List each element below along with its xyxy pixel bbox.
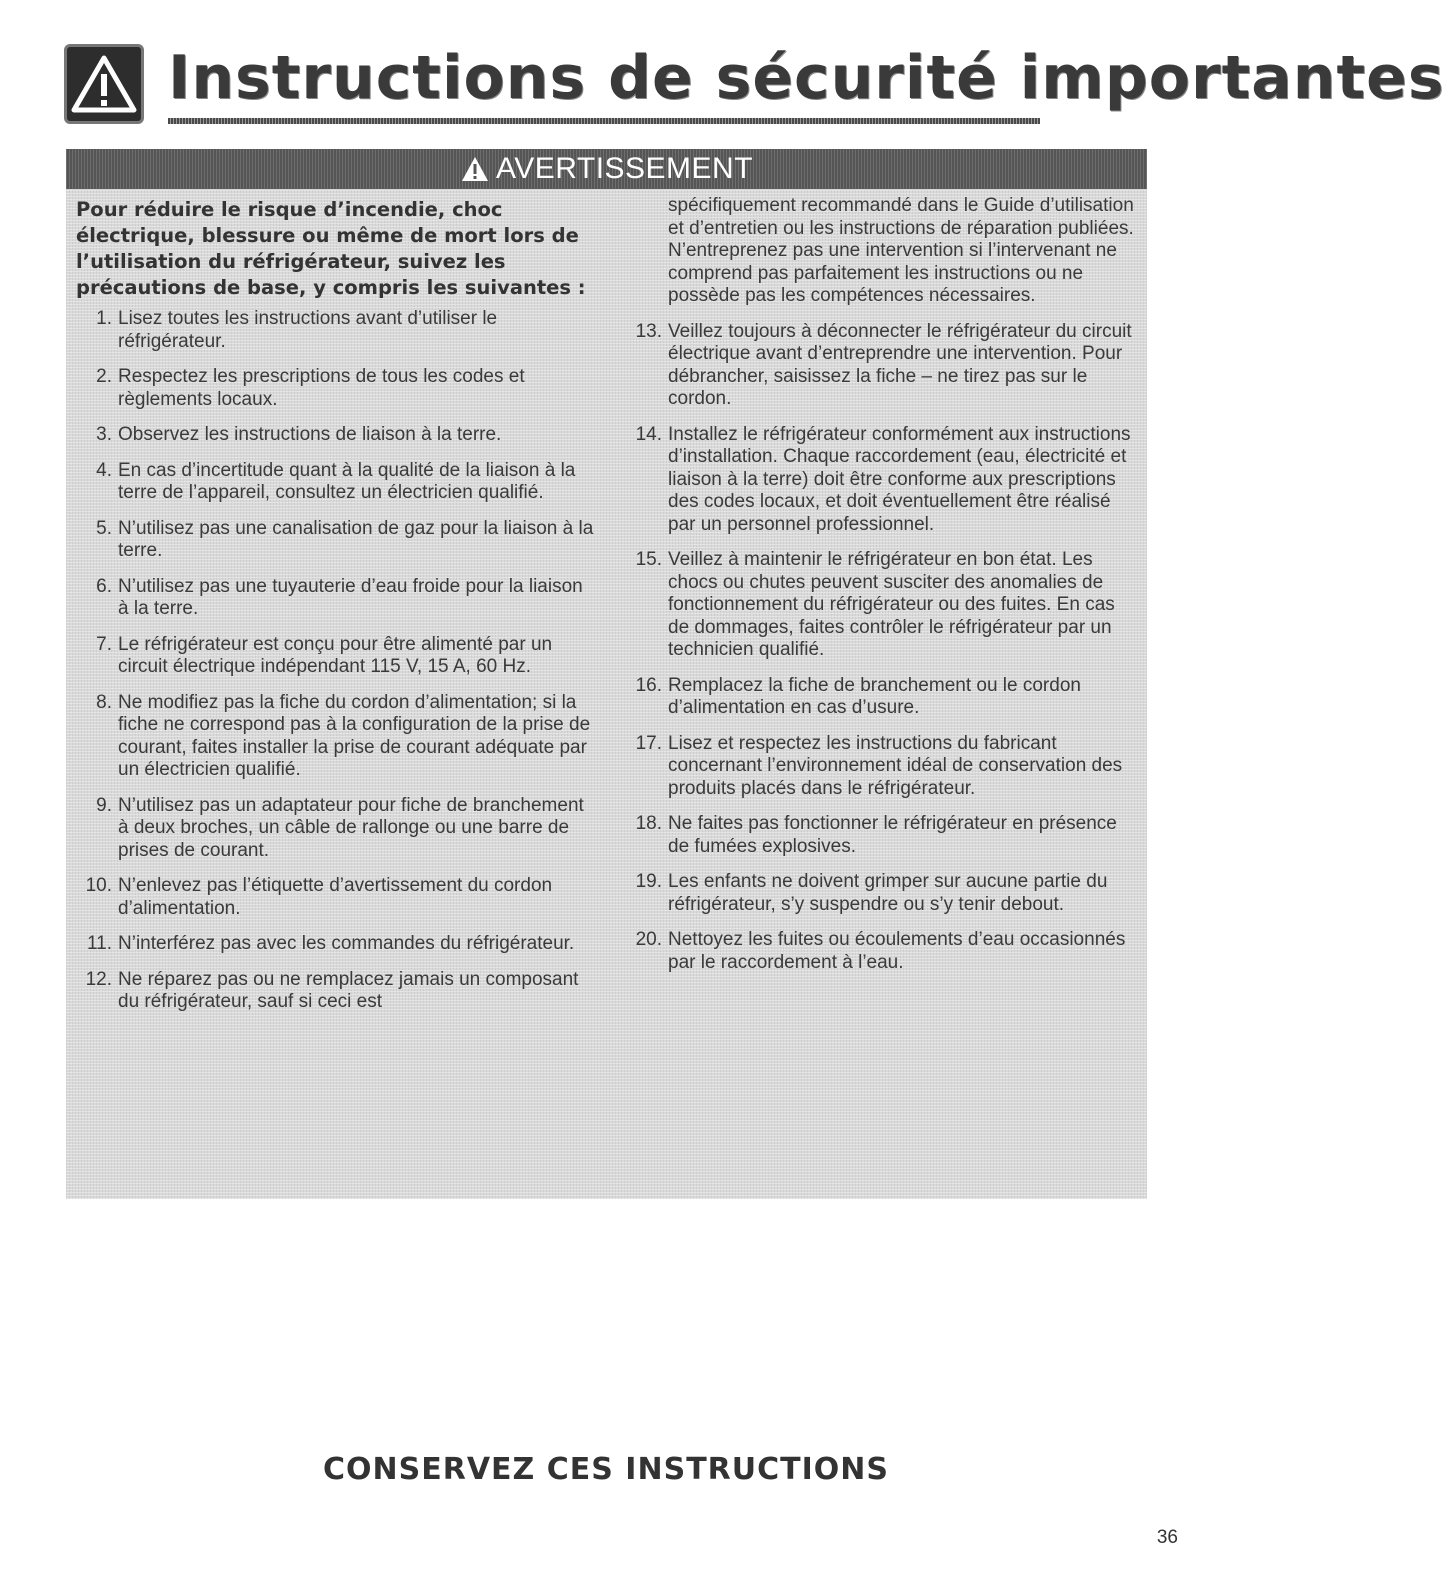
list-item-number: 7.	[96, 633, 112, 655]
warning-intro: Pour réduire le risque d’incendie, choc électrique, blessure ou même de mort lors de l’utilisation du réfrigérateur, suivez les précautions de base, y compris les suivantes :	[76, 198, 586, 299]
list-item-text: Respectez les prescriptions de tous les codes et règlements locaux.	[118, 366, 525, 410]
list-item-number: 12.	[85, 968, 112, 990]
list-item	[76, 634, 596, 679]
page-header	[64, 40, 1445, 124]
list-item	[76, 875, 596, 920]
list-item-text: Ne réparez pas ou ne remplacez jamais un composant du réfrigérateur, sauf si ceci est	[118, 968, 579, 1012]
item-12-continuation: spécifiquement recommandé dans le Guide d’utilisation et d’entretien ou les instructions de réparation publiées. N’entreprenez pas une intervention si l’intervenant ne comprend pas parfaitement les instructions ou ne possède pas les compétences nécessaires.	[668, 195, 1134, 306]
title-underline	[168, 118, 1040, 124]
list-item	[76, 518, 596, 563]
list-item-number: 19.	[635, 871, 662, 892]
footer-title: CONSERVEZ CES INSTRUCTIONS	[323, 1452, 889, 1487]
list-item-number: 9.	[96, 794, 112, 816]
list-item-text: N’enlevez pas l’étiquette d’avertissement du cordon d’alimentation.	[118, 875, 553, 919]
list-item	[76, 969, 596, 1014]
list-item	[626, 549, 1136, 662]
list-item	[626, 813, 1136, 858]
list-item	[626, 733, 1136, 801]
instruction-list-right	[626, 321, 1136, 975]
list-item	[76, 576, 596, 621]
list-item-number: 16.	[635, 674, 662, 696]
warning-banner	[66, 149, 1147, 189]
list-item	[76, 424, 596, 447]
list-item-number: 6.	[96, 575, 112, 597]
list-item	[76, 460, 596, 505]
list-item-text: Nettoyez les fuites ou écoulements d’eau occasionnés par le raccordement à l’eau.	[668, 929, 1126, 973]
list-item-number: 14.	[635, 423, 662, 445]
list-item	[626, 871, 1136, 916]
list-item	[626, 424, 1136, 537]
list-item-text: Installez le réfrigérateur conformément aux instructions d’installation. Chaque raccordement (eau, électricité et liaison à la terre) doit être conforme aux prescriptions des codes locaux, et doit éventuellement être réalisé par un personnel professionnel.	[668, 423, 1131, 535]
list-item	[626, 929, 1136, 974]
list-item-number: 8.	[96, 691, 112, 713]
list-item-number: 13.	[635, 320, 662, 342]
list-item-text: Ne modifiez pas la fiche du cordon d’alimentation; si la fiche ne correspond pas à la configuration de la prise de courant, faites installer la prise de courant adéquate par un électricien qualifié.	[118, 691, 591, 780]
list-item-text: Observez les instructions de liaison à la terre.	[118, 424, 502, 445]
list-item-number: 2.	[96, 366, 112, 387]
list-item-text: N’utilisez pas une canalisation de gaz pour la liaison à la terre.	[118, 517, 594, 561]
left-column	[76, 197, 596, 1027]
list-item-text: Le réfrigérateur est conçu pour être alimenté par un circuit électrique indépendant 115 V, 15 A, 60 Hz.	[118, 633, 553, 677]
list-item	[626, 321, 1136, 411]
list-item-text: N’utilisez pas une tuyauterie d’eau froide pour la liaison à la terre.	[118, 575, 583, 619]
list-item-number: 4.	[96, 459, 112, 481]
list-item-text: Lisez toutes les instructions avant d’utiliser le réfrigérateur.	[118, 308, 498, 352]
list-item	[626, 675, 1136, 720]
warning-panel	[66, 149, 1147, 1199]
list-item-text: En cas d’incertitude quant à la qualité de la liaison à la terre de l’appareil, consultez un électricien qualifié.	[118, 459, 576, 503]
warning-triangle-icon	[64, 44, 144, 124]
list-item-text: N’interférez pas avec les commandes du réfrigérateur.	[118, 933, 575, 954]
list-item-number: 1.	[96, 308, 112, 329]
list-item-number: 20.	[635, 929, 662, 950]
list-item-number: 10.	[85, 875, 112, 896]
list-item-number: 5.	[96, 517, 112, 539]
page-number: 36	[1156, 1527, 1178, 1548]
list-item	[76, 366, 596, 411]
list-item-text: N’utilisez pas un adaptateur pour fiche de branchement à deux broches, un câble de rallonge ou une barre de prises de courant.	[118, 794, 584, 861]
right-column	[626, 195, 1136, 987]
list-item-number: 11.	[86, 933, 112, 954]
list-item-text: Ne faites pas fonctionner le réfrigérateur en présence de fumées explosives.	[668, 813, 1117, 857]
list-item	[76, 795, 596, 863]
list-item-text: Remplacez la fiche de branchement ou le cordon d’alimentation en cas d’usure.	[668, 674, 1081, 718]
warning-banner-label: AVERTISSEMENT	[495, 152, 754, 185]
list-item	[76, 692, 596, 782]
list-item-text: Veillez à maintenir le réfrigérateur en bon état. Les chocs ou chutes peuvent susciter des anomalies de fonctionnement du réfrigérateur ou des fuites. En cas de dommages, faites contrôler le réfrigérateur par un technicien qualifié.	[668, 549, 1115, 660]
page-title: Instructions de sécurité importantes	[168, 43, 1445, 113]
list-item-number: 17.	[635, 732, 662, 754]
instruction-list-left	[76, 308, 596, 1014]
list-item-text: Lisez et respectez les instructions du fabricant concernant l’environnement idéal de conservation des produits placés dans le réfrigérateur.	[668, 732, 1123, 799]
list-item-text: Veillez toujours à déconnecter le réfrigérateur du circuit électrique avant d’entreprendre une intervention. Pour débrancher, saisissez la fiche – ne tirez pas sur le cordon.	[668, 320, 1132, 409]
warning-small-icon	[460, 155, 490, 183]
list-item-number: 18.	[635, 813, 662, 834]
list-item-number: 15.	[635, 549, 662, 570]
list-item-text: Les enfants ne doivent grimper sur aucune partie du réfrigérateur, s’y suspendre ou s’y tenir debout.	[668, 871, 1108, 915]
list-item-number: 3.	[96, 424, 112, 445]
list-item	[76, 933, 596, 956]
list-item	[76, 308, 596, 353]
